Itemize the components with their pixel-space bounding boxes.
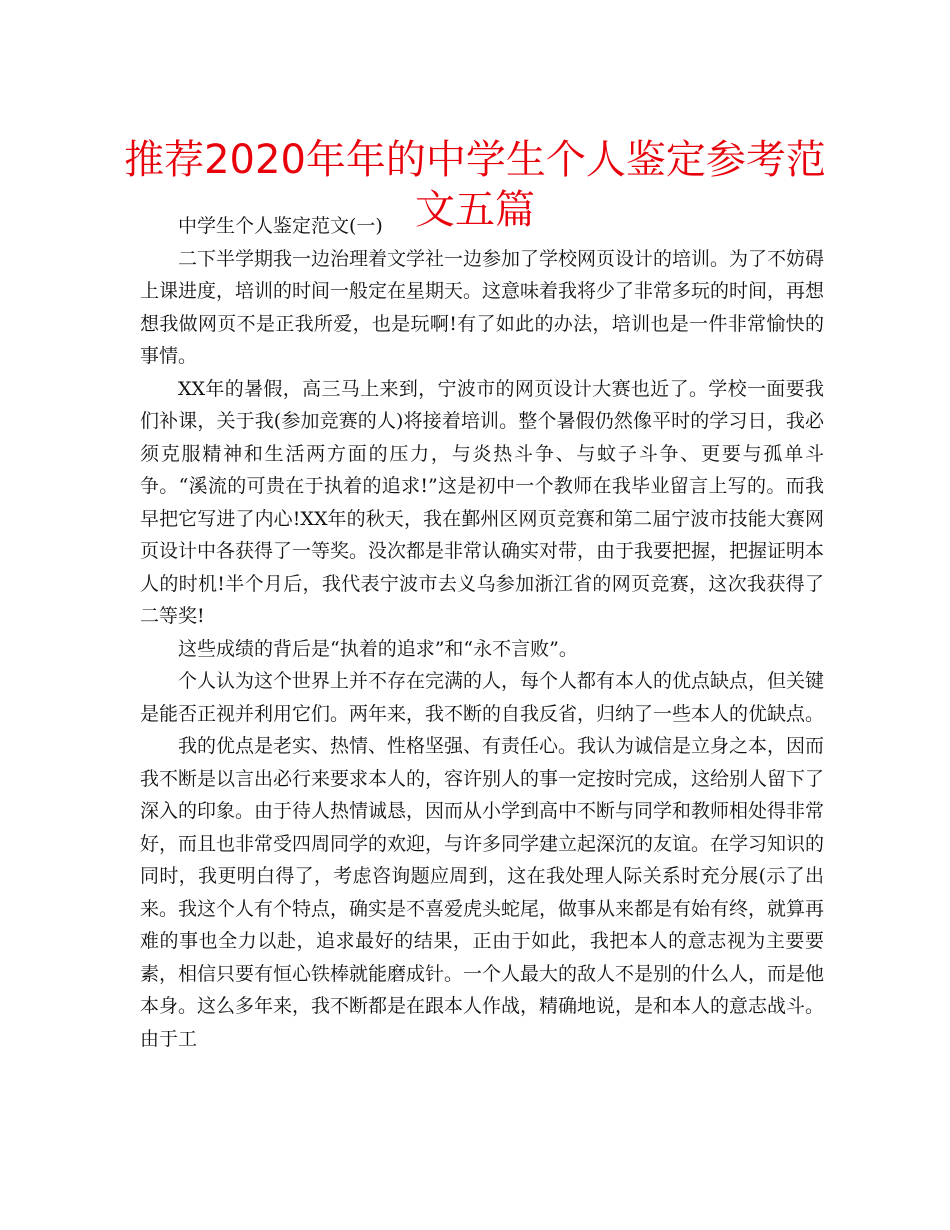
section-heading: 中学生个人鉴定范文(一) <box>178 215 383 237</box>
paragraph: 个人认为这个世界上并不存在完满的人，每个人都有本人的优点缺点，但关键是能否正视并利用它们。两年来，我不断的自我反省，归纳了一些本人的优缺点。 <box>140 670 825 725</box>
paragraph: 我的优点是老实、热情、性格坚强、有责任心。我认为诚信是立身之本，因而我不断是以言出必行来要求本人的，容许别人的事一定按时完成，这给别人留下了深入的印象。由于待人热情诚恳，因而从小学到高中不断与同学和教师相处得非常好，而且也非常受四周同学的欢迎，与许多同学建立起深沉的友谊。在学习知识的同时，我更明白得了，考虑咨询题应周到，这在我处理人际关系时充分展(示了出来。我这个人有个特点，确实是不喜爱虎头蛇尾，做事从来都是有始有终，就算再难的事也全力以赴，追求最好的结果，正由于如此，我把本人的意志视为主要要素，相信只要有恒心铁棒就能磨成针。一个人最大的敌人不是别的什么人，而是他本身。这么多年来，我不断都是在跟本人作战，精确地说，是和本人的意志战斗。由于工 <box>140 735 825 1050</box>
paragraph: XX年的暑假，高三马上来到，宁波市的网页设计大赛也近了。学校一面要我们补课，关于我(参加竞赛的人)将接着培训。整个暑假仍然像平时的学习日，我必须克服精神和生活两方面的压力，与炎热斗争、与蚊子斗争、更要与孤单斗争。“溪流的可贵在于执着的追求!”这是初中一个教师在我毕业留言上写的。而我早把它写进了内心!XX年的秋天，我在鄞州区网页竞赛和第二届宁波市技能大赛网页设计中各获得了一等奖。没次都是非常认确实对带，由于我要把握，把握证明本人的时机!半个月后，我代表宁波市去义乌参加浙江省的网页竞赛，这次我获得了二等奖! <box>140 377 825 627</box>
document-title: 推荐2020年年的中学生个人鉴定参考范文五篇 <box>124 136 826 233</box>
document-body <box>140 210 824 1055</box>
paragraph: 二下半学期我一边治理着文学社一边参加了学校网页设计的培训。为了不妨碍上课进度，培训的时间一般定在星期天。这意味着我将少了非常多玩的时间，再想想我做网页不是正我所爱，也是玩啊!有了如此的办法，培训也是一件非常愉快的事情。 <box>140 247 825 367</box>
paragraph: 这些成绩的背后是“执着的追求”和“永不言败”。 <box>178 637 578 660</box>
